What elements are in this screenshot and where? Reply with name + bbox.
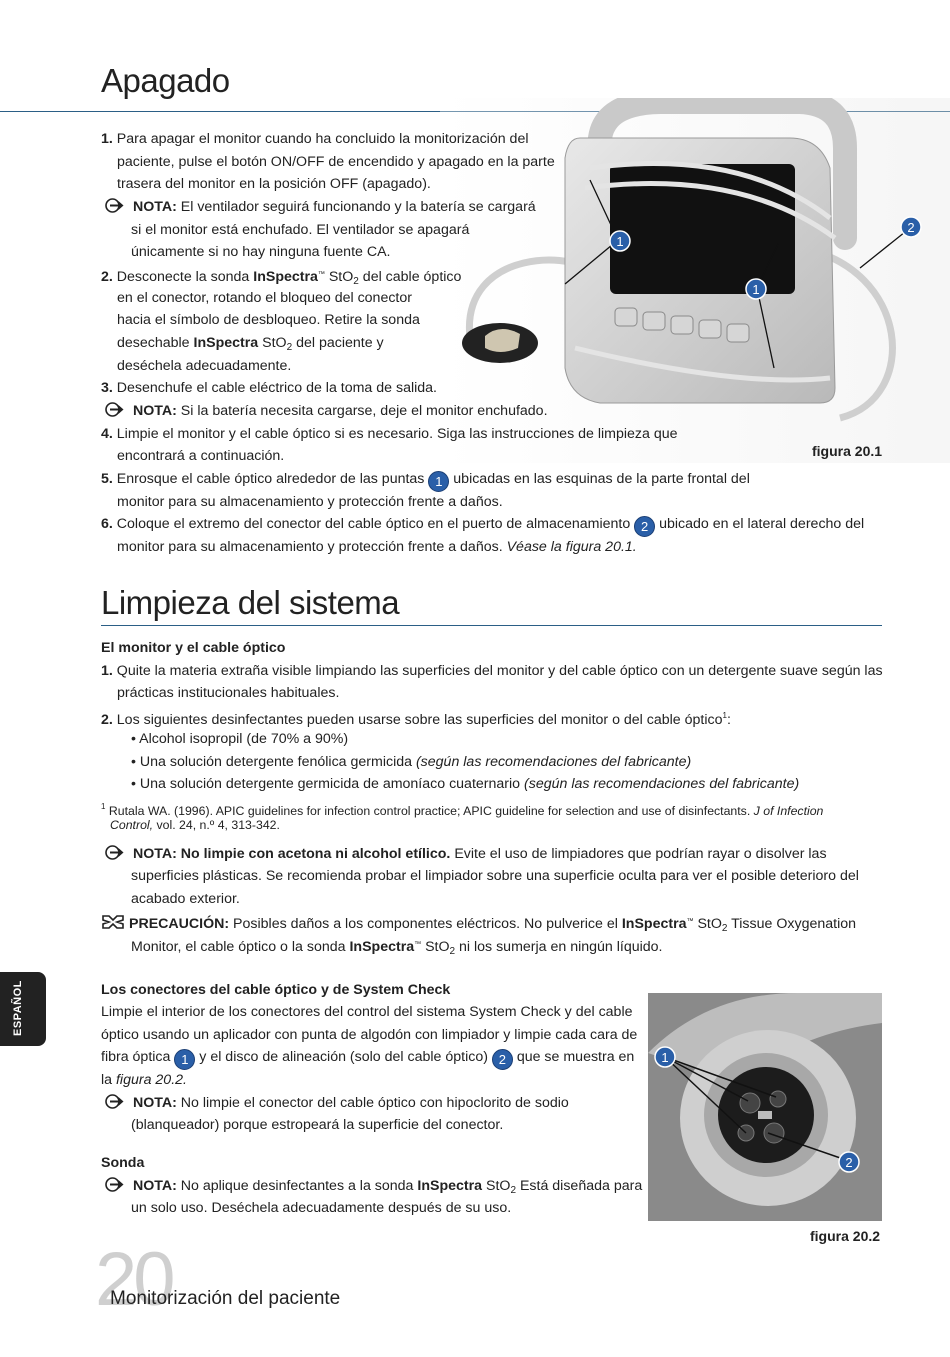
bullet-text: • Alcohol isopropil (de 70% a 90%) — [131, 731, 349, 747]
badge-2: 2 — [492, 1049, 513, 1070]
caution-text-end: Tissue Oxygenation — [727, 916, 856, 932]
step-text: Coloque el extremo del conector del cable óptico en el puerto de almacenamiento — [116, 516, 635, 532]
note-text: No aplique desinfectantes a la sonda — [176, 1178, 418, 1194]
figure-reference: Véase la figura 20.1. — [506, 539, 637, 555]
footnote-text: Rutala WA. (1996). APIC guidelines for infection control practice; APIC guideline for selection and use of disinfectants. — [108, 804, 754, 818]
step-1-line-2: paciente, pulse el botón ON/OFF de encendido y apagado en la parte — [117, 154, 555, 170]
note-text: El ventilador seguirá funcionando y la batería se cargará — [180, 199, 536, 215]
footnote-journal: Control, — [110, 818, 154, 832]
sto-label: StO — [482, 1178, 511, 1194]
conn-line-2: óptico usando un aplicador con punta de algodón con limpiador y limpie cada cara de — [101, 1027, 638, 1043]
step-number: 3. — [101, 380, 113, 396]
trademark: ™ — [317, 271, 325, 278]
subheading-sonda: Sonda — [101, 1155, 145, 1171]
fig2-badge-2: 2 — [845, 1155, 853, 1170]
step-text: Enrosque el cable óptico alrededor de las puntas — [116, 471, 429, 487]
note-2 — [105, 400, 548, 423]
step-text: Quite la materia extraña visible limpiando las superficies del monitor y del cable óptico con un detergente suave según las — [116, 663, 883, 679]
caution-label: PRECAUCIÓN: — [129, 916, 230, 932]
note-arrow-icon — [105, 198, 124, 213]
note-text-end: Está diseñada para — [516, 1178, 643, 1194]
badge-2: 2 — [907, 220, 915, 235]
conn-line-3 — [101, 1046, 634, 1070]
note-text: Evite el uso de limpiadores que podrían rayar o disolver las — [450, 846, 827, 862]
step-1-line-3: trasera del monitor en la posición OFF (apagado). — [117, 176, 431, 192]
text: monitor para su almacenamiento y protección frente a daños. — [117, 539, 507, 555]
text: Monitor, el cable óptico o la sonda — [131, 939, 350, 955]
step-text-end: ubicado en el lateral derecho del — [655, 516, 865, 532]
note-label: NOTA: No limpie con acetona ni alcohol etílico. — [132, 846, 451, 862]
note-text: No limpie el conector del cable óptico con hipoclorito de sodio — [180, 1095, 569, 1111]
caution-icon — [101, 912, 125, 932]
sto-label: StO — [258, 335, 287, 351]
page-number: 20 — [95, 1237, 172, 1322]
note-label: NOTA: — [132, 403, 177, 419]
badge-1: 1 — [428, 471, 449, 492]
note-arrow-icon — [105, 1177, 124, 1192]
step-6-line-2 — [117, 536, 637, 559]
note-1 — [105, 196, 536, 219]
language-tab — [0, 972, 46, 1046]
step-number: 2. — [101, 712, 113, 728]
note-arrow-icon — [105, 1094, 124, 1109]
conn-line-4 — [101, 1069, 187, 1092]
subscript-2: 2 — [286, 342, 293, 353]
sto-label: StO — [324, 269, 354, 285]
note-1-line-3: únicamente si no hay ninguna fuente CA. — [131, 244, 391, 260]
footnote-text: vol. 24, n.º 4, 313-342. — [153, 818, 280, 832]
step-number: 5. — [101, 471, 113, 487]
step-number: 2. — [101, 269, 113, 285]
badge-2: 2 — [634, 516, 655, 537]
text: que se muestra en — [512, 1049, 635, 1065]
step-text: Desconecte la sonda — [116, 269, 254, 285]
language-label: ESPAÑOL — [12, 980, 24, 1036]
note-4 — [105, 1092, 569, 1115]
figure-20-2-caption: figura 20.2 — [810, 1228, 881, 1244]
step-text-end: ubicadas en las esquinas de la parte frontal del — [449, 471, 750, 487]
subscript-2: 2 — [510, 1185, 517, 1196]
badge-1-a: 1 — [616, 234, 624, 249]
brand-name: InSpectra — [417, 1178, 483, 1194]
figure-20-2-connector-image — [648, 993, 882, 1221]
step-text-end: del cable óptico — [358, 269, 462, 285]
note-3-line-2: superficies plásticas. Se recomienda probar el limpiador sobre una superficie oculta para ver el posible deterioro del — [131, 868, 859, 884]
note-label: NOTA: — [132, 1178, 177, 1194]
step-text: Los siguientes desinfectantes pueden usarse sobre las superficies del monitor o del cable óptico — [116, 712, 723, 728]
brand-name: InSpectra — [349, 939, 415, 955]
fig2-badge-1: 1 — [661, 1050, 669, 1065]
clean-step-1 — [101, 660, 883, 683]
caution-text: Posibles daños a los componentes eléctricos. No pulverice el — [229, 916, 622, 932]
note-arrow-icon — [105, 845, 124, 860]
brand-name: InSpectra — [621, 916, 687, 932]
step-5 — [101, 468, 750, 492]
note-label: NOTA: — [132, 1095, 177, 1111]
text: fibra óptica — [101, 1049, 175, 1065]
note-text: Si la batería necesita cargarse, deje el monitor enchufado. — [180, 403, 548, 419]
note-4-line-2: (blanqueador) porque estropeará la superficie del conector. — [131, 1117, 504, 1133]
step-text: Desenchufe el cable eléctrico de la toma de salida. — [116, 380, 437, 396]
bullet-3 — [131, 773, 799, 796]
footnote-line-2 — [110, 816, 280, 834]
section-title-limpieza: Limpieza del sistema — [101, 584, 400, 621]
subheading-monitor-cable: El monitor y el cable óptico — [101, 640, 286, 656]
sto-label: StO — [421, 939, 450, 955]
text: del paciente y — [292, 335, 384, 351]
figure-reference: figura 20.2. — [115, 1072, 187, 1088]
step-6 — [101, 513, 864, 537]
subscript-2: 2 — [721, 923, 728, 934]
footnote-marker: 1 — [101, 802, 106, 811]
note-5-line-2: un solo uso. Deséchela adecuadamente después de su uso. — [131, 1200, 512, 1216]
step-number: 1. — [101, 131, 113, 147]
badge-1-b: 1 — [752, 282, 760, 297]
step-number: 1. — [101, 663, 113, 679]
sto-label: StO — [693, 916, 722, 932]
step-text: Para apagar el monitor cuando ha concluido la monitorización del — [116, 131, 529, 147]
bullet-text: • Una solución detergente fenólica germicida — [131, 754, 416, 770]
step-number: 4. — [101, 426, 113, 442]
trademark: ™ — [686, 918, 694, 925]
step-3 — [101, 377, 437, 400]
note-3-line-3: acabado exterior. — [131, 891, 240, 907]
bullet-2 — [131, 751, 691, 774]
step-4-line-2: encontrará a continuación. — [117, 448, 285, 464]
step-2-line-5: deséchela adecuadamente. — [117, 358, 292, 374]
section-title-apagado: Apagado — [101, 62, 230, 99]
note-3 — [105, 843, 827, 866]
bullet-note: (según las recomendaciones del fabricante) — [524, 776, 800, 792]
subscript-2: 2 — [449, 946, 456, 957]
step-5-line-2: monitor para su almacenamiento y protección frente a daños. — [117, 494, 503, 510]
bullet-note: (según las recomendaciones del fabricante) — [415, 754, 692, 770]
text: y el disco de alineación (solo del cable óptico) — [195, 1049, 492, 1065]
bullet-text: • Una solución detergente germicida de amoníaco cuaternario — [131, 776, 524, 792]
step-number: 6. — [101, 516, 113, 532]
note-label: NOTA: — [132, 199, 177, 215]
trademark: ™ — [414, 941, 422, 948]
figure-20-1-caption: figura 20.1 — [812, 443, 883, 459]
conn-line-1: Limpie el interior de los conectores del control del sistema System Check y del cable — [101, 1004, 633, 1020]
step-1 — [101, 128, 528, 151]
brand-name: InSpectra — [193, 335, 259, 351]
text: desechable — [117, 335, 194, 351]
brand-name: InSpectra — [253, 269, 318, 285]
footer-title: Monitorización del paciente — [110, 1288, 341, 1309]
step-2-line-3: hacia el símbolo de desbloqueo. Retire la sonda — [117, 312, 420, 328]
note-1-line-2: si el monitor está enchufado. El ventilador se apagará — [131, 222, 470, 238]
note-arrow-icon — [105, 402, 124, 417]
text: la — [101, 1072, 116, 1088]
section-rule — [101, 625, 882, 626]
clean-step-1-line-2: prácticas institucionales habituales. — [117, 685, 340, 701]
text: ni los sumerja en ningún líquido. — [455, 939, 663, 955]
subscript-2: 2 — [353, 276, 359, 287]
caution-line-2 — [131, 934, 663, 964]
footnote-ref: 1 — [722, 711, 727, 720]
step-2-line-2: en el conector, rotando el bloqueo del conector — [117, 290, 412, 306]
footnote-journal: J of Infection — [753, 804, 824, 818]
step-4 — [101, 423, 678, 446]
subheading-connectors: Los conectores del cable óptico y de System Check — [101, 982, 451, 998]
badge-1: 1 — [174, 1049, 195, 1070]
bullet-1 — [131, 728, 348, 751]
colon: : — [726, 712, 731, 728]
step-text: Limpie el monitor y el cable óptico si es necesario. Siga las instrucciones de limpieza que — [116, 426, 678, 442]
